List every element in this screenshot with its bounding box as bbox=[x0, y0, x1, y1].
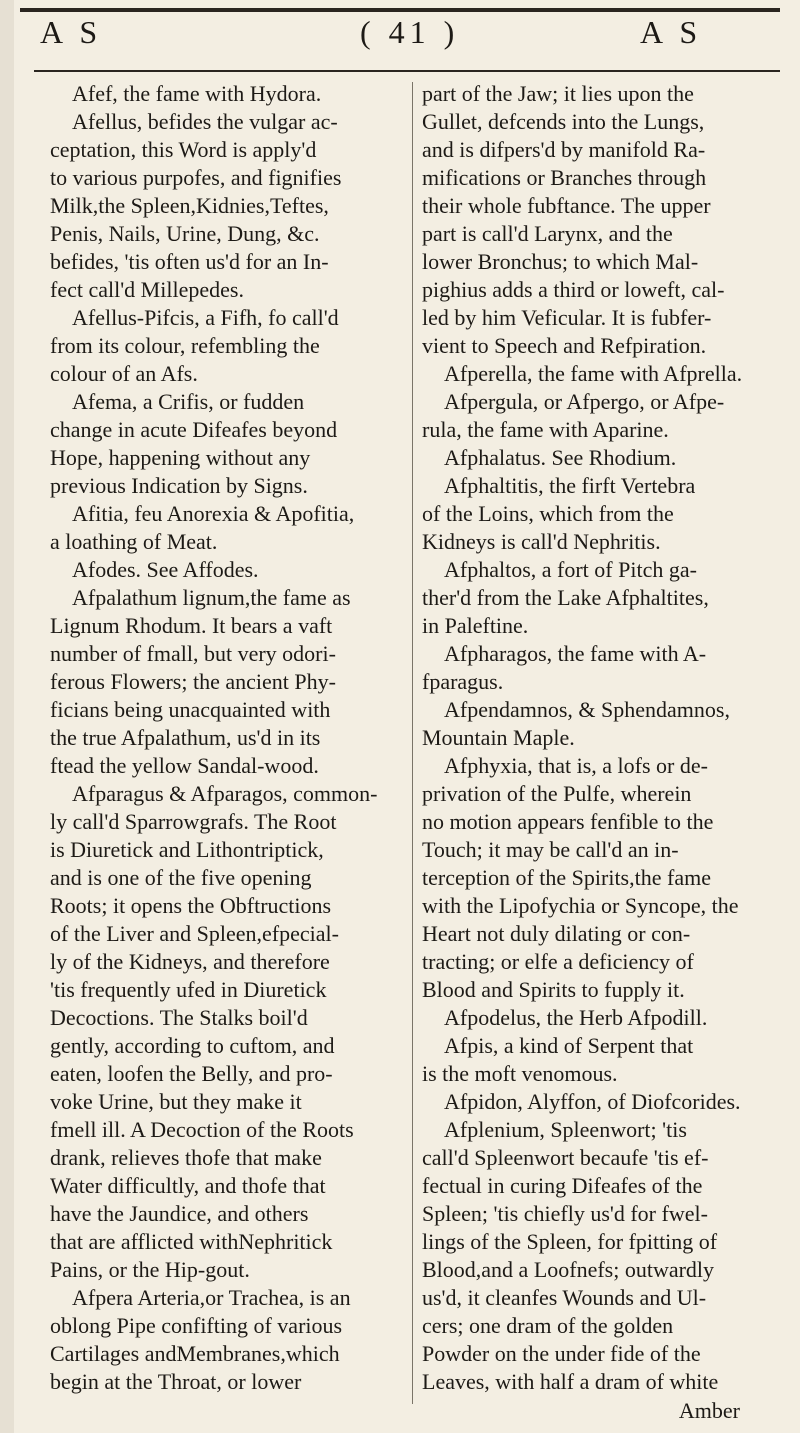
text-line: Afpalathum lignum,the fame as bbox=[72, 585, 351, 610]
text-line: Mountain Maple. bbox=[422, 725, 575, 750]
text-line: Blood and Spirits to fupply it. bbox=[422, 977, 685, 1002]
text-line: from its colour, refembling the bbox=[50, 333, 320, 358]
text-line: have the Jaundice, and others bbox=[50, 1201, 309, 1226]
text-line: eaten, loofen the Belly, and pro- bbox=[50, 1061, 333, 1086]
text-line: a loathing of Meat. bbox=[50, 529, 218, 554]
text-line: colour of an Afs. bbox=[50, 361, 198, 386]
text-line: Blood,and a Loofnefs; outwardly bbox=[422, 1257, 715, 1282]
text-line: ly of the Kidneys, and therefore bbox=[50, 949, 330, 974]
text-line: lings of the Spleen, for fpitting of bbox=[422, 1229, 718, 1254]
text-line: Afparagus & Afparagos, common- bbox=[72, 781, 378, 806]
page-number: ( 41 ) bbox=[360, 14, 460, 50]
header-left-letters: A S bbox=[40, 14, 103, 50]
text-line: Roots; it opens the Obftructions bbox=[50, 893, 332, 918]
text-line: their whole fubftance. The upper bbox=[422, 193, 711, 218]
text-line: rula, the fame with Aparine. bbox=[422, 417, 669, 442]
text-line: call'd Spleenwort becaufe 'tis ef- bbox=[422, 1145, 709, 1170]
text-line: Afperella, the fame with Afprella. bbox=[444, 361, 743, 386]
text-line: Cartilages andMembranes,which bbox=[50, 1341, 340, 1366]
text-line: and is difpers'd by manifold Ra- bbox=[422, 137, 706, 162]
text-line: part of the Jaw; it lies upon the bbox=[422, 81, 694, 106]
text-line: ly call'd Sparrowgrafs. The Root bbox=[50, 809, 337, 834]
text-line: Afema, a Crifis, or fudden bbox=[72, 389, 305, 414]
catchword: Amber bbox=[678, 1398, 740, 1423]
text-line: fectual in curing Difeafes of the bbox=[422, 1173, 703, 1198]
text-line: of the Liver and Spleen,efpecial- bbox=[50, 921, 339, 946]
text-line: us'd, it cleanfes Wounds and Ul- bbox=[422, 1285, 707, 1310]
text-line: fect call'd Millepedes. bbox=[50, 277, 244, 302]
text-line: Afphaltos, a fort of Pitch ga- bbox=[444, 557, 697, 582]
text-line: Afodes. See Affodes. bbox=[72, 557, 259, 582]
text-line: fparagus. bbox=[422, 669, 504, 694]
text-line: of the Loins, which from the bbox=[422, 501, 674, 526]
text-line: Afpodelus, the Herb Afpodill. bbox=[444, 1005, 708, 1030]
text-line: tracting; or elfe a deficiency of bbox=[422, 949, 694, 974]
running-header bbox=[0, 14, 800, 74]
header-right-letters: A S bbox=[640, 14, 703, 50]
left-column bbox=[50, 80, 410, 1396]
text-line: is Diuretick and Lithontriptick, bbox=[50, 837, 324, 862]
text-line: Afpergula, or Afpergo, or Afpe- bbox=[444, 389, 725, 414]
text-line: with the Lipofychia or Syncope, the bbox=[422, 893, 739, 918]
text-line: Pains, or the Hip-gout. bbox=[50, 1257, 250, 1282]
text-line: voke Urine, but they make it bbox=[50, 1089, 302, 1114]
page-gutter-edge bbox=[0, 0, 14, 1433]
top-rule bbox=[20, 8, 780, 12]
text-line: Touch; it may be call'd an in- bbox=[422, 837, 679, 862]
text-line: Afitia, feu Anorexia & Apofitia, bbox=[72, 501, 355, 526]
text-line: lower Bronchus; to which Mal- bbox=[422, 249, 699, 274]
text-line: pighius adds a third or loweft, cal- bbox=[422, 277, 725, 302]
text-line: fmell ill. A Decoction of the Roots bbox=[50, 1117, 354, 1142]
text-line: Afphyxia, that is, a lofs or de- bbox=[444, 753, 708, 778]
text-line: Afef, the fame with Hydora. bbox=[72, 81, 322, 106]
text-line: Afellus, befides the vulgar ac- bbox=[72, 109, 338, 134]
text-line: led by him Veficular. It is fubfer- bbox=[422, 305, 712, 330]
text-line: befides, 'tis often us'd for an In- bbox=[50, 249, 329, 274]
text-line: part is call'd Larynx, and the bbox=[422, 221, 673, 246]
text-line: mifications or Branches through bbox=[422, 165, 707, 190]
text-line: ftead the yellow Sandal-wood. bbox=[50, 753, 319, 778]
text-line: gently, according to cuftom, and bbox=[50, 1033, 335, 1058]
text-line: no motion appears fenfible to the bbox=[422, 809, 714, 834]
text-line: and is one of the five opening bbox=[50, 865, 312, 890]
text-line: terception of the Spirits,the fame bbox=[422, 865, 711, 890]
text-line: the true Afpalathum, us'd in its bbox=[50, 725, 321, 750]
text-line: Afplenium, Spleenwort; 'tis bbox=[444, 1117, 687, 1142]
text-line: is the moft venomous. bbox=[422, 1061, 618, 1086]
text-line: drank, relieves thofe that make bbox=[50, 1145, 322, 1170]
text-line: Milk,the Spleen,Kidnies,Teftes, bbox=[50, 193, 329, 218]
text-line: Penis, Nails, Urine, Dung, &c. bbox=[50, 221, 320, 246]
text-line: ficians being unacquainted with bbox=[50, 697, 331, 722]
text-line: Heart not duly dilating or con- bbox=[422, 921, 691, 946]
text-line: Hope, happening without any bbox=[50, 445, 311, 470]
text-line: Decoctions. The Stalks boil'd bbox=[50, 1005, 308, 1030]
text-line: previous Indication by Signs. bbox=[50, 473, 308, 498]
column-divider bbox=[412, 82, 413, 1404]
text-line: Afphaltitis, the firft Vertebra bbox=[444, 473, 696, 498]
text-line: ferous Flowers; the ancient Phy- bbox=[50, 669, 336, 694]
text-line: Afphalatus. See Rhodium. bbox=[444, 445, 677, 470]
text-line: Afpidon, Alyffon, of Diofcorides. bbox=[444, 1089, 741, 1114]
text-line: Afpis, a kind of Serpent that bbox=[444, 1033, 694, 1058]
text-line: oblong Pipe confifting of various bbox=[50, 1313, 343, 1338]
text-line: Leaves, with half a dram of white bbox=[422, 1369, 719, 1394]
text-line: ther'd from the Lake Afphaltites, bbox=[422, 585, 709, 610]
text-line: Gullet, defcends into the Lungs, bbox=[422, 109, 705, 134]
text-line: Afpendamnos, & Sphendamnos, bbox=[444, 697, 730, 722]
right-column bbox=[422, 80, 782, 1396]
text-line: Afpera Arteria,or Trachea, is an bbox=[72, 1285, 351, 1310]
text-line: Afpharagos, the fame with A- bbox=[444, 641, 707, 666]
text-line: that are afflicted withNephritick bbox=[50, 1229, 333, 1254]
text-line: change in acute Difeafes beyond bbox=[50, 417, 338, 442]
text-line: Afellus-Pifcis, a Fifh, fo call'd bbox=[72, 305, 339, 330]
text-line: ceptation, this Word is apply'd bbox=[50, 137, 317, 162]
text-line: cers; one dram of the golden bbox=[422, 1313, 674, 1338]
text-line: in Paleftine. bbox=[422, 613, 529, 638]
text-line: 'tis frequently ufed in Diuretick bbox=[50, 977, 327, 1002]
text-line: Water difficultly, and thofe that bbox=[50, 1173, 326, 1198]
text-line: Spleen; 'tis chiefly us'd for fwel- bbox=[422, 1201, 708, 1226]
text-line: privation of the Pulfe, wherein bbox=[422, 781, 692, 806]
text-line: Kidneys is call'd Nephritis. bbox=[422, 529, 661, 554]
text-line: to various purpofes, and fignifies bbox=[50, 165, 342, 190]
text-line: number of fmall, but very odori- bbox=[50, 641, 336, 666]
text-line: Lignum Rhodum. It bears a vaft bbox=[50, 613, 333, 638]
text-line: vient to Speech and Refpiration. bbox=[422, 333, 707, 358]
text-line: Powder on the under fide of the bbox=[422, 1341, 701, 1366]
text-line: begin at the Throat, or lower bbox=[50, 1369, 302, 1394]
header-rule bbox=[34, 70, 780, 72]
